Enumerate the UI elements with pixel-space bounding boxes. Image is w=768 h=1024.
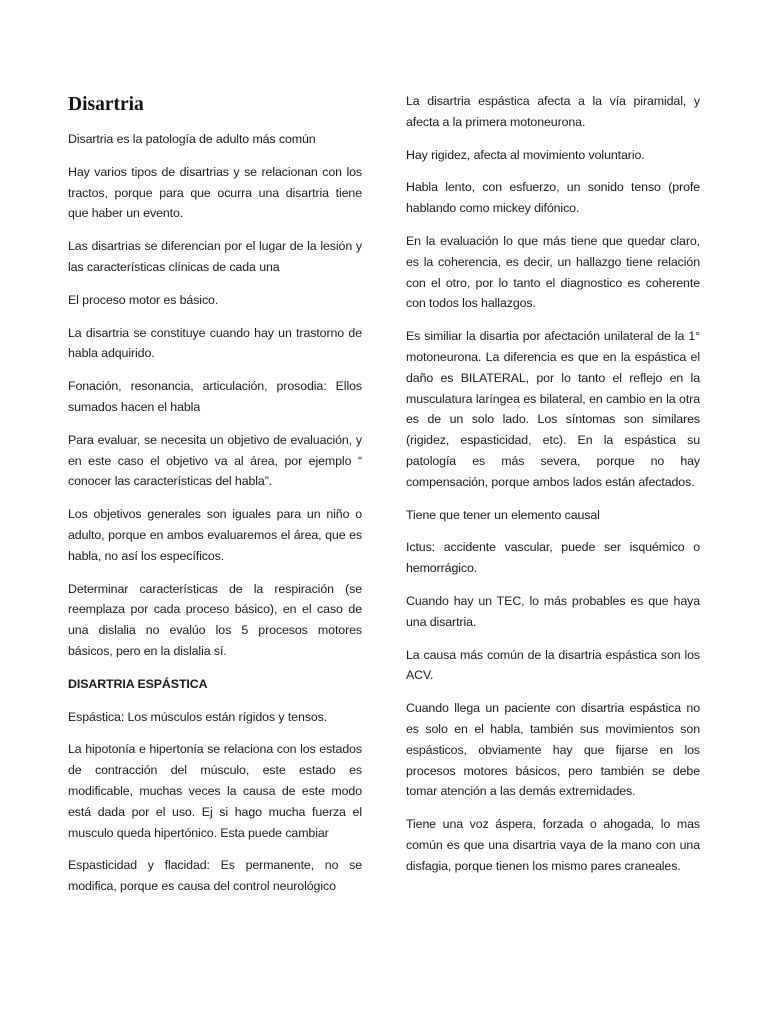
paragraph: Las disartrias se diferencian por el lugar de la lesión y las características clínicas de cada una bbox=[68, 239, 362, 274]
paragraph: Tiene que tener un elemento causal bbox=[406, 507, 600, 522]
paragraph: Determinar características de la respiración (se reemplaza por cada proceso básico), en el caso de una dislalia no evalúo los 5 procesos motores básicos, pero en la dislalia sí. bbox=[68, 581, 362, 658]
paragraph: Ictus: accidente vascular, puede ser isquémico o hemorrágico. bbox=[406, 540, 700, 576]
document-title: Disartria bbox=[68, 94, 144, 115]
paragraph: Tiene una voz áspera, forzada o ahogada, lo mas común es que una disartria vaya de la mano con una disfagia, porque tienen los mismo pares craneales. bbox=[406, 817, 700, 873]
section-heading: DISARTRIA ESPÁSTICA bbox=[68, 676, 208, 691]
paragraph: La disartria espástica afecta a la vía piramidal, y afecta a la primera motoneurona. bbox=[406, 94, 700, 129]
paragraph: Es similiar la disartia por afectación unilateral de la 1° motoneurona. La diferencia es que en la espástica el daño es BILATERAL, por lo tanto el reflejo en la musculatura laríngea es bilateral, en cambio en la otra es de un solo lado. Los síntomas son similares (rigidez, espasticidad, etc). En la espástica su patología es más severa, porque no hay compensación, porque ambos lados están afectados. bbox=[406, 329, 700, 489]
paragraph: La causa más común de la disartria espástica son los ACV. bbox=[406, 647, 700, 683]
paragraph: Para evaluar, se necesita un objetivo de evaluación, y en este caso el objetivo va al área, por ejemplo “ conocer las características del habla”. bbox=[68, 432, 362, 489]
paragraph: Cuando hay un TEC, lo más probables es que haya una disartria. bbox=[406, 593, 700, 629]
paragraph: Los objetivos generales son iguales para un niño o adulto, porque en ambos evaluaremos el área, que es habla, no así los específicos. bbox=[68, 507, 362, 563]
paragraph: La disartria se constituye cuando hay un trastorno de habla adquirido. bbox=[68, 325, 362, 361]
paragraph: En la evaluación lo que más tiene que quedar claro, es la coherencia, es decir, un hallazgo tiene relación con el otro, por lo tanto el diagnostico es coherente con todos los hallazgos. bbox=[406, 233, 700, 311]
paragraph: Hay rigidez, afecta al movimiento voluntario. bbox=[406, 147, 645, 162]
paragraph: Hay varios tipos de disartrias y se relacionan con los tractos, porque para que ocurra una disartria tiene que haber un evento. bbox=[68, 164, 362, 221]
paragraph: Espástica: Los músculos están rígidos y tensos. bbox=[68, 709, 328, 724]
right-column bbox=[406, 91, 700, 889]
left-column bbox=[68, 93, 362, 909]
paragraph: Habla lento, con esfuerzo, un sonido tenso (profe hablando como mickey difónico. bbox=[406, 180, 700, 216]
right-paragraphs bbox=[406, 91, 700, 877]
paragraph: Cuando llega un paciente con disartria espástica no es solo en el habla, también sus movimientos son espásticos, obviamente hay que fijarse en los procesos motores básicos, pero también se debe tomar atención a las demás extremidades. bbox=[406, 701, 700, 799]
paragraph: La hipotonía e hipertonía se relaciona con los estados de contracción del músculo, este estado es modificable, muchas veces la causa de este modo está dada por el uso. Ej si hago mucha fuerza el musculo queda hipertónico. Esta puede cambiar bbox=[68, 742, 362, 840]
paragraph: El proceso motor es básico. bbox=[68, 292, 219, 307]
left-paragraphs bbox=[68, 129, 362, 897]
paragraph: Espasticidad y flacidad: Es permanente, no se modifica, porque es causa del control neurológico bbox=[68, 858, 362, 894]
paragraph: Fonación, resonancia, articulación, prosodia: Ellos sumados hacen el habla bbox=[68, 379, 362, 414]
paragraph: Disartria es la patología de adulto más común bbox=[68, 132, 316, 146]
